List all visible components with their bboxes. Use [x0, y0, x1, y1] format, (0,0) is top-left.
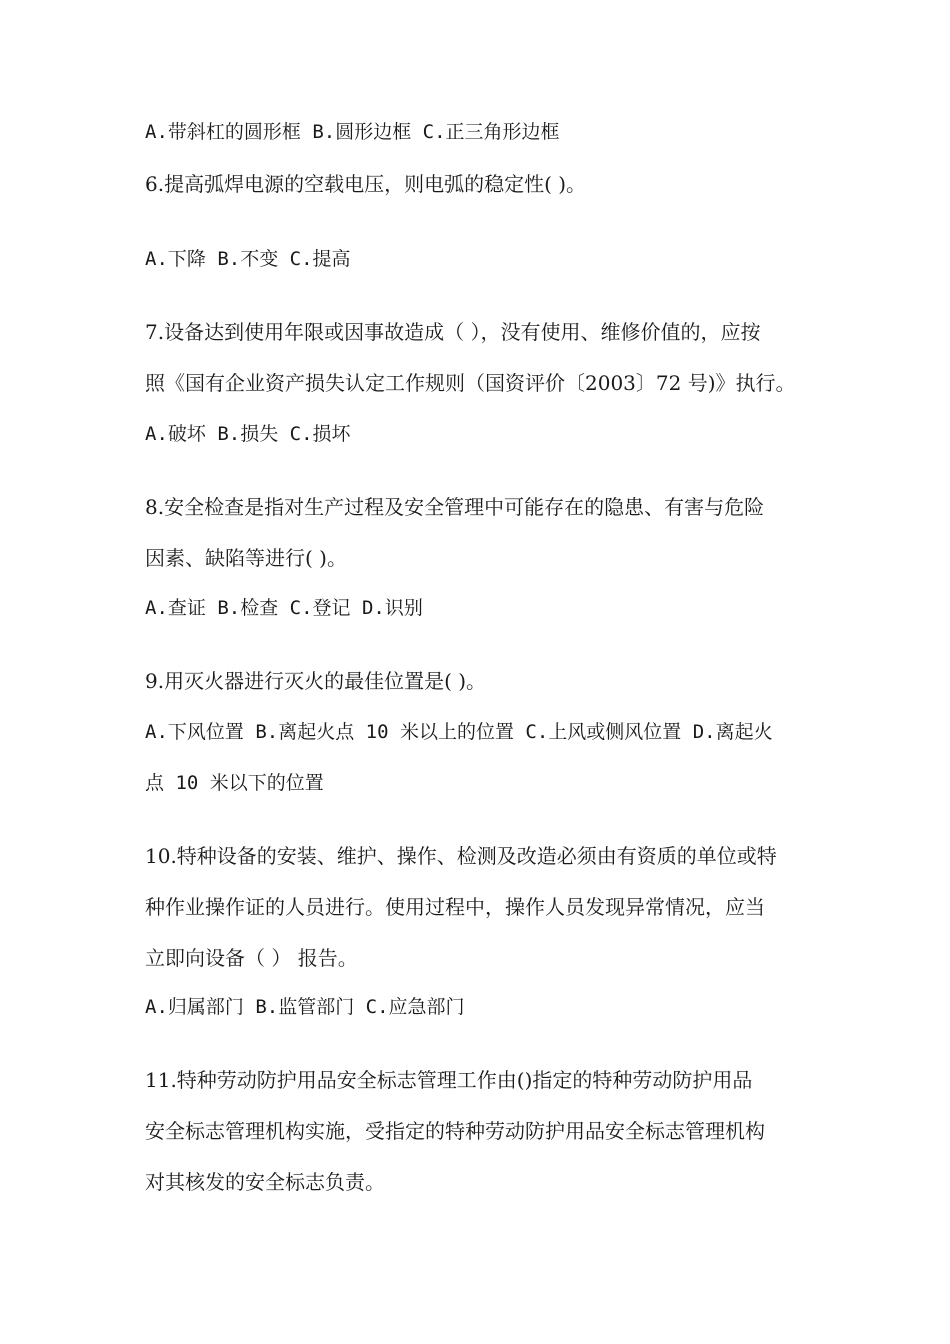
q8-options-line-1: A.查证 B.检查 C.登记 D.识别 — [145, 597, 423, 619]
q10-stem-line-2: 种作业操作证的人员进行。使用过程中，操作人员发现异常情况，应当 — [145, 895, 765, 919]
q9-options-line-1: A.下风位置 B.离起火点 10 米以上的位置 C.上风或侧风位置 D.离起火 — [145, 721, 773, 743]
q6-stem-line-1: 6.提高弧焊电源的空载电压，则电弧的稳定性( )。 — [145, 172, 587, 196]
q10-stem-line-1: 10.特种设备的安装、维护、操作、检测及改造必须由有资质的单位或特 — [145, 844, 777, 868]
q7-stem-line-1: 7.设备达到使用年限或因事故造成（ ），没有使用、维修价值的，应按 — [145, 320, 761, 344]
q5-options-line-1: A.带斜杠的圆形框 B.圆形边框 C.正三角形边框 — [145, 121, 560, 143]
q11-stem-line-2: 安全标志管理机构实施，受指定的特种劳动防护用品安全标志管理机构 — [145, 1119, 765, 1143]
q9-stem-line-1: 9.用灭火器进行灭火的最佳位置是( )。 — [145, 669, 487, 693]
q8-stem-line-1: 8.安全检查是指对生产过程及安全管理中可能存在的隐患、有害与危险 — [145, 495, 765, 519]
q8-stem-line-2: 因素、缺陷等进行( )。 — [145, 546, 347, 570]
q11-stem-line-3: 对其核发的安全标志负责。 — [145, 1170, 385, 1194]
q10-options-line-1: A.归属部门 B.监管部门 C.应急部门 — [145, 996, 465, 1018]
q9-options-line-2: 点 10 米以下的位置 — [145, 772, 324, 794]
q10-stem-line-3: 立即向设备（ ） 报告。 — [145, 946, 358, 970]
q11-stem-line-1: 11.特种劳动防护用品安全标志管理工作由()指定的特种劳动防护用品 — [145, 1068, 753, 1092]
q7-stem-line-2: 照《国有企业资产损失认定工作规则（国资评价〔2003〕72 号)》执行。 — [145, 371, 796, 395]
q6-options-line-1: A.下降 B.不变 C.提高 — [145, 248, 351, 270]
q7-options-line-1: A.破坏 B.损失 C.损坏 — [145, 423, 351, 445]
